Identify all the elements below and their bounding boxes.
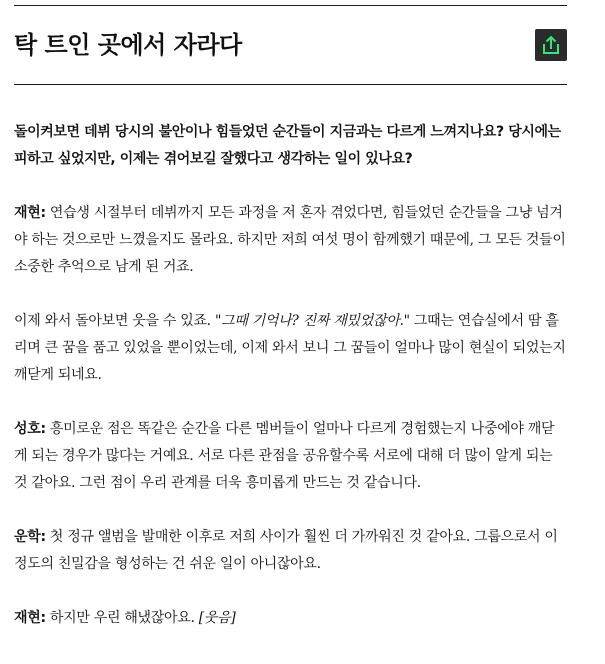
top-divider bbox=[14, 5, 567, 6]
answer-text: 하지만 우린 해냈잖아요. bbox=[45, 610, 199, 626]
answer-text: 첫 정규 앨범을 발매한 이후로 저희 사이가 훨씬 더 가까워진 것 같아요. 그룹으로서 이 정도의 친밀감을 형성하는 건 쉬운 일이 아니잖아요. bbox=[14, 529, 558, 572]
article-body bbox=[14, 119, 567, 659]
answer-paragraph bbox=[14, 308, 567, 389]
share-button[interactable] bbox=[535, 29, 567, 61]
answer-paragraph bbox=[14, 524, 567, 578]
quoted-remark: "그때 기억나? 진짜 재밌었잖아." bbox=[214, 313, 410, 329]
interview-question: 돌이켜보면 데뷔 당시의 불안이나 힘들었던 순간들이 지금과는 다르게 느껴지나요? 당시에는 피하고 싶었지만, 이제는 겪어보길 잘했다고 생각하는 일이 있나요? bbox=[14, 124, 561, 167]
speaker-name: 재현: bbox=[14, 205, 46, 221]
speaker-name: 운학: bbox=[14, 529, 46, 545]
article-title: 탁 트인 곳에서 자라다 bbox=[14, 31, 242, 59]
answer-text: 흥미로운 점은 똑같은 순간을 다른 멤버들이 얼마나 다르게 경험했는지 나중에야 깨닫게 되는 경우가 많다는 거예요. 서로 다른 관점을 공유할수록 서로에 대해 더 많이 알게 되는 것 같아요. 그런 점이 우리 관계를 더욱 흥미롭게 만드는 것 같습니다. bbox=[14, 421, 555, 491]
answer-paragraph bbox=[14, 200, 567, 281]
answer-paragraph bbox=[14, 605, 567, 632]
header-divider bbox=[14, 84, 567, 85]
answer-paragraph bbox=[14, 416, 567, 497]
speaker-name: 성호: bbox=[14, 421, 46, 437]
share-icon bbox=[540, 34, 562, 56]
answer-text: 그때는 연습실에서 땀 흘리며 큰 꿈을 품고 있었을 뿐이었는데, 이제 와서 보니 그 꿈들이 얼마나 많이 현실이 되었는지 깨닫게 되네요. bbox=[14, 313, 566, 383]
answer-text: 연습생 시절부터 데뷔까지 모든 과정을 저 혼자 겪었다면, 힘들었던 순간들을 그냥 넘겨야 하는 것으로만 느꼈을지도 몰라요. 하지만 저희 여섯 명이 함께했기 때문에, 그 모든 것들이 소중한 추억으로 남게 된 거죠. bbox=[14, 205, 566, 275]
laughter-note: [웃음] bbox=[198, 610, 236, 626]
answer-text: 이제 와서 돌아보면 웃을 수 있죠. bbox=[14, 313, 215, 329]
speaker-name: 재현: bbox=[14, 610, 46, 626]
